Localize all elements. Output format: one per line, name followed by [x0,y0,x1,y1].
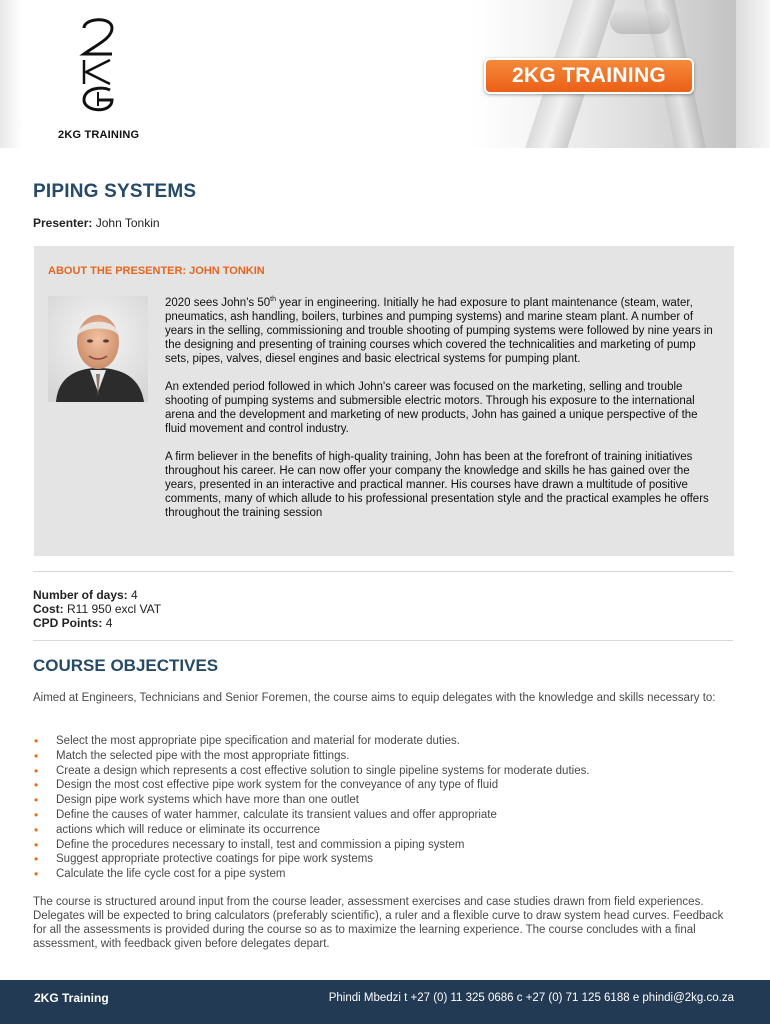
bullet-icon: • [34,748,39,763]
bullet-icon: • [34,763,39,778]
presenter-name: John Tonkin [95,216,160,230]
presenter-portrait [48,296,148,402]
list-item: • Define the causes of water hammer, calculate its transient values and offer appropriate [34,807,497,822]
course-facts [33,588,161,630]
page-footer [0,980,770,1024]
list-item: • Design the most cost effective pipe work system for the conveyance of any type of fluid [34,778,499,793]
bullet-icon: • [34,734,39,748]
about-heading: ABOUT THE PRESENTER: JOHN TONKIN [48,265,265,277]
list-item: • actions which will reduce or eliminate its occurrence [34,822,320,837]
about-paragraph-2: An extended period followed in which John's career was focused on the marketing, selling and trouble shooting of pumping systems and submersible electric motors. Through his exposure to the international arena and the development and marketing of new products, John has gained a unique perspective of the fluid movement and control industry. [165,381,698,435]
closing-paragraph: The course is structured around input from the course leader, assessment exercises and case studies drawn from field experiences. Delegates will be expected to bring calculators (preferably scientific), a ruler and a flexible curve to draw system head curves. Feedback for all the assessments is provided during the course so as to maximize the learning experience. The course concludes with a final assessment, with feedback given before delegates depart. [33,896,724,950]
header-edge-shade-right [736,0,770,148]
bullet-icon: • [34,837,39,852]
logo-text: 2KG TRAINING [58,129,140,141]
list-item: • Design pipe work systems which have more than one outlet [34,793,359,808]
presenter-line [33,216,160,230]
header-edge-shade [0,0,22,148]
objectives-list [33,734,733,882]
bullet-icon: • [34,852,39,867]
cost-row: Cost: R11 950 excl VAT [33,602,162,616]
footer-contact: Phindi Mbedzi t +27 (0) 11 325 0686 c +27 (0) 71 125 6188 e phindi@2kg.co.za [328,992,734,1004]
page-title: PIPING SYSTEMS [33,181,197,202]
bullet-icon: • [34,867,39,882]
about-presenter-panel [34,246,734,556]
bullet-icon: • [34,793,39,808]
list-item: • Select the most appropriate pipe specification and material for moderate duties. [34,734,460,748]
list-item: • Create a design which represents a cost effective solution to single pipeline systems for moderate duties. [34,763,590,778]
page-header [0,0,770,148]
list-item: • Match the selected pipe with the most appropriate fittings. [34,748,350,763]
list-item: • Define the procedures necessary to install, test and commission a piping system [34,837,465,852]
cpd-row: CPD Points: 4 [33,616,113,630]
divider [33,640,733,641]
footer-company-name: 2KG Training [34,991,109,1005]
list-item: • Calculate the life cycle cost for a pipe system [34,867,286,882]
divider [33,571,733,572]
days-row: Number of days: 4 [33,588,138,602]
presenter-label: Presenter: [33,216,93,230]
bullet-icon: • [34,807,39,822]
about-paragraph-1: 2020 sees John's 50th year in engineering. Initially he had exposure to plant maintenance (steam, water, pneumatics, ash handling, boilers, turbines and pumping systems) and marine steam plant. A number of years in the selling, commissioning and trouble shooting of pumping systems were followed by nine years in the designing and presenting of training courses which covered the technicalities and marketing of pump sets, pipes, valves, diesel engines and basic electrical systems for pumping plant. [165,296,713,365]
objectives-title: COURSE OBJECTIVES [33,656,219,675]
brand-badge: 2KG TRAINING [484,58,694,94]
bullet-icon: • [34,822,39,837]
2kg-logo-icon [76,14,120,118]
about-paragraph-3: A firm believer in the benefits of high-quality training, John has been at the forefront of training initiatives throughout his career. He can now offer your company the knowledge and skills he has gained over the years, presented in an interactive and practical manner. His courses have drawn a multitude of positive comments, many of which allude to his professional presentation style and the practical examples he offers throughout the training session [165,451,709,519]
list-item: • Suggest appropriate protective coatings for pipe work systems [34,852,374,867]
objectives-intro: Aimed at Engineers, Technicians and Senior Foremen, the course aims to equip delegates with the knowledge and skills necessary to: [33,692,716,704]
about-text [165,296,713,534]
bullet-icon: • [34,778,39,793]
